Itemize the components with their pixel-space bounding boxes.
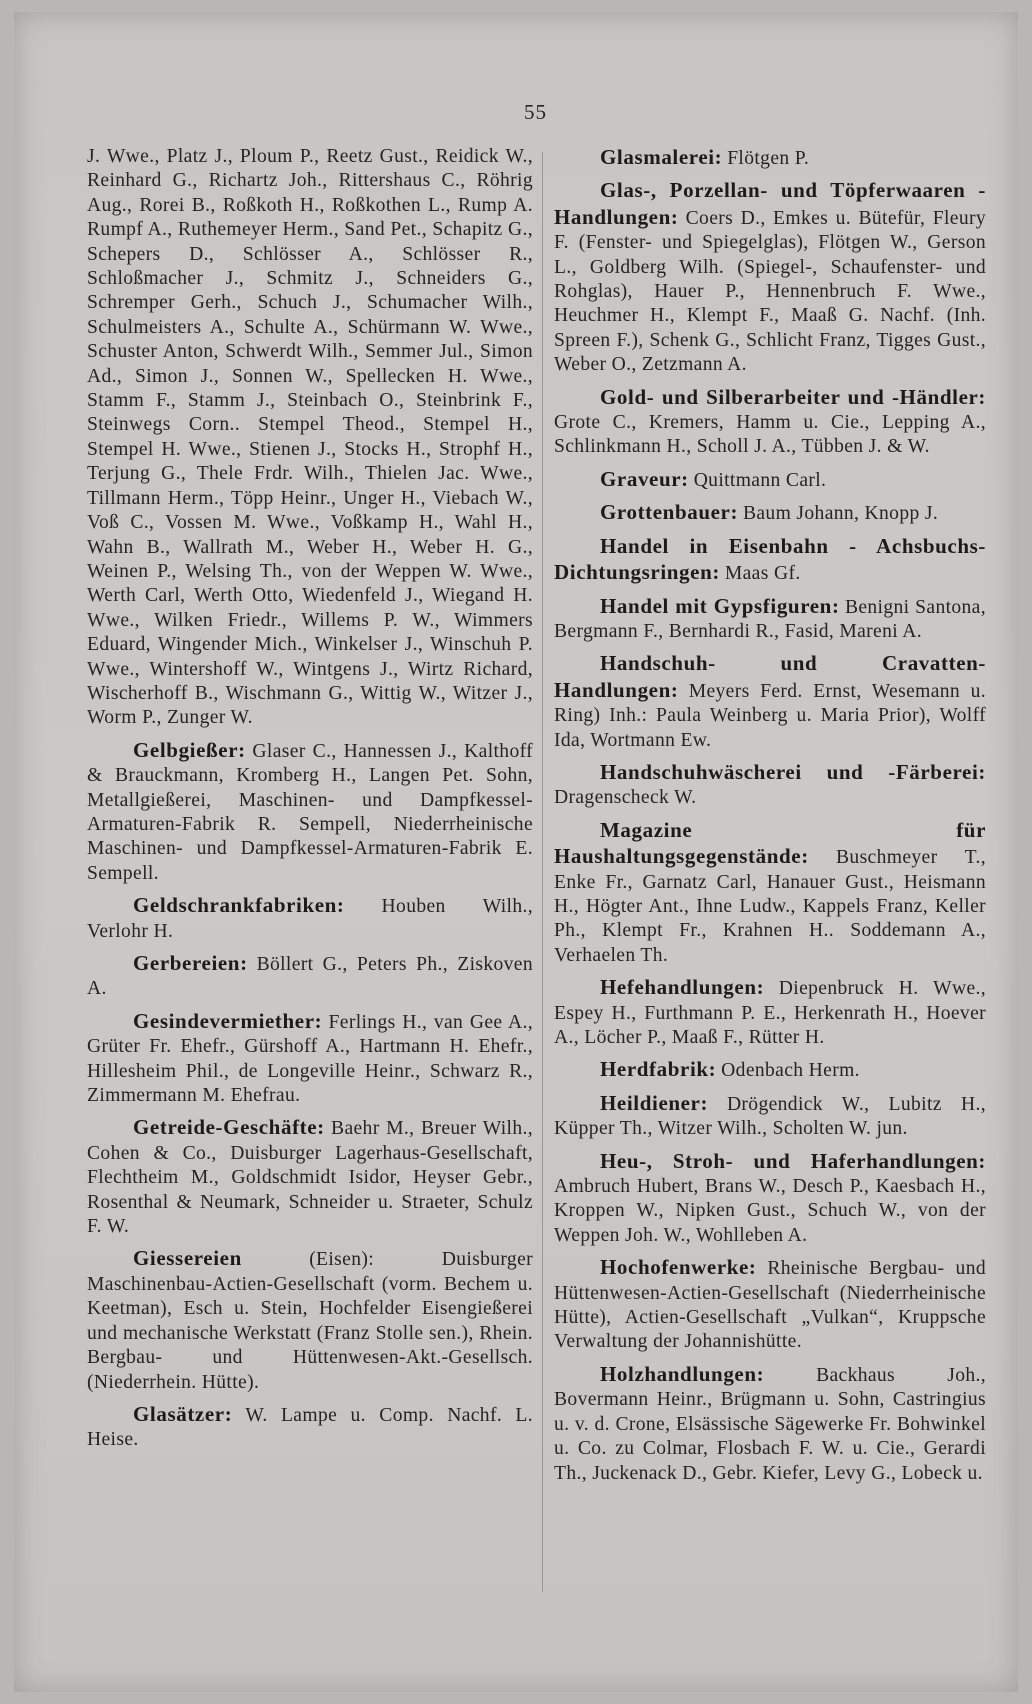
left-column: [87, 145, 533, 1460]
category-heading: Glas-, Porzellan- und Töpferwaaren - Handlungen:: [554, 178, 986, 229]
category-heading: Handel mit Gypsfiguren:: [600, 593, 840, 618]
directory-entry: [87, 1402, 533, 1453]
category-heading: Gesindevermiether:: [133, 1008, 323, 1033]
column-divider: [542, 152, 543, 1592]
directory-page: [14, 12, 1018, 1692]
entry-names: Backhaus Joh., Bovermann Heinr., Brügmann u. Sohn, Castringius u. v. d. Crone, Elsässische Sägewerke Fr. Bohwinkel u. Co. zu Colmar, Flosbach F. W. u. Cie., Gerardi Th., Juckenack D., Gebr. Kiefer, Levy G., Lobeck u.: [554, 1364, 986, 1484]
category-heading: Handel in Eisenbahn - Achsbuchs-Dichtungsringen:: [554, 533, 986, 585]
directory-entry: [554, 818, 986, 968]
entry-names: Houben Wilh., Verlohr H.: [87, 896, 533, 942]
category-heading: Glasmalerei:: [600, 145, 723, 169]
directory-entry: [554, 1057, 986, 1083]
entry-names: Böllert G., Peters Ph., Ziskoven A.: [87, 954, 533, 1000]
directory-entry: [554, 145, 986, 171]
category-heading: Heu-, Stroh- und Haferhandlungen:: [600, 1148, 986, 1173]
directory-entry: [87, 738, 533, 886]
entry-names: W. Lampe u. Comp. Nachf. L. Heise.: [87, 1404, 534, 1451]
entry-names: Odenbach Herm.: [721, 1060, 860, 1082]
entry-names: Flötgen P.: [727, 148, 810, 169]
directory-entry: [554, 1362, 986, 1486]
entry-names: Grote C., Kremers, Hamm u. Cie., Lepping A., Schlinkmann H., Scholl J. A., Tübben J. & W.: [554, 412, 986, 458]
directory-entry: [554, 500, 986, 526]
entry-names: Quittmann Carl.: [693, 469, 827, 491]
entry-names: Glaser C., Hannessen J., Kalthoff & Brauckmann, Kromberg H., Langen Pet. Sohn, Metallgießerei, Maschinen- und Dampfkessel-Armaturen-Fabrik R. Sempell, Niederrheinische Maschinen- und Dampfkessel-Armaturen-Fabrik E. Sempell.: [87, 740, 533, 884]
entry-names: J. Wwe., Platz J., Ploum P., Reetz Gust., Reidick W., Reinhard G., Richartz Joh., Rittershaus C., Röhrig Aug., Rorei B., Roßkoth H., Roßkothen L., Rump A. Rumpf A., Ruthemeyer Herm., Sand Pet., Schapitz G., Schepers D., Schlösser A., Schlösser R., Schloßmacher J., Schmitz J., Schneiders G., Schremper Gerh., Schuch J., Schumacher Wilh., Schulmeisters A., Schulte A., Schürmann W. Wwe., Schuster Anton, Schwerdt Wilh., Semmer Jul., Simon Ad., Simon J., Sonnen W., Spellecken H. Wwe., Stamm F., Stamm J., Steinbach O., Steinbrink F., Steinwegs Corn.. Stempel Theod., Stempel H., Stempel H. Wwe., Stienen J., Stocks H., Strophf H., Terjung G., Thele Frdr. Wilh., Thielen Jac. Wwe., Tillmann Herm., Töpp Heinr., Unger H., Viebach W., Voß C., Vossen M. Wwe., Voßkamp H., Wahl H., Wahn B., Wallrath M., Weber H., Weber H. G., Weinen P., Welsing Th., von der Weppen W. Wwe., Werth Carl, Werth Otto, Wiedenfeld J., Wiegand H. Wwe., Wilken Friedr., Willems P. W., Wimmers Eduard, Wingender Mich., Winkelser J., Winschuh P. Wwe., Wintershoff W., Wintgens J., Wirtz Richard, Wischerhoff B., Wischmann G., Wittig W., Witzer J., Worm P., Zunger W.: [87, 146, 533, 729]
category-heading: Hochofenwerke:: [600, 1255, 757, 1280]
category-heading: Holzhandlungen:: [600, 1361, 765, 1386]
category-heading: Handschuhwäscherei und -Färberei:: [600, 759, 986, 784]
entry-names: Buschmeyer T., Enke Fr., Garnatz Carl, Hanauer Gust., Heismann H., Högter Ant., Ihne Ludw., Kappels Franz, Keller Ph., Klempt Fr., Krahnen H.. Soddemann A., Verhaelen Th.: [554, 847, 986, 966]
category-heading: Handschuh- und Cravatten-Handlungen:: [554, 651, 986, 702]
directory-entry: [87, 145, 533, 731]
directory-entry: [87, 951, 533, 1002]
entry-names: Meyers Ferd. Ernst, Wesemann u. Ring) Inh.: Paula Weinberg u. Maria Prior), Wolff Ida, Wortmann Ew.: [554, 680, 986, 751]
directory-entry: [87, 893, 533, 944]
category-heading: Graveur:: [600, 466, 689, 491]
entry-names: Dragenscheck W.: [554, 787, 697, 809]
category-heading: Getreide-Geschäfte:: [133, 1115, 325, 1140]
page-number: 55: [524, 100, 547, 124]
category-heading: Giessereien: [133, 1246, 242, 1271]
directory-entry: [554, 534, 986, 587]
entry-names: Ferlings H., van Gee A., Grüter Fr. Ehefr., Gürshoff A., Hartmann H. Ehefr., Hillesheim Phil., de Longeville Heinr., Schwarz R., Zimmermann M. Ehefrau.: [87, 1011, 533, 1107]
directory-entry: [554, 1255, 986, 1355]
directory-entry: [87, 1115, 533, 1239]
category-heading: Gerbereien:: [133, 951, 248, 975]
entry-names: Diepenbruck H. Wwe., Espey H., Furthmann P. E., Herkenrath H., Hoever A., Löcher P., Maaß F., Rütter H.: [554, 978, 986, 1048]
directory-entry: [554, 594, 986, 645]
entry-names: Benigni Santona, Bergmann F., Bernhardi R., Fasid, Mareni A.: [554, 596, 986, 642]
entry-names: (Eisen): Duisburger Maschinenbau-Actien-Gesellschaft (vorm. Bechem u. Keetman), Esch u. Stein, Hochfelder Eisengießerei und mechanische Werkstatt (Franz Stolle sen.), Rhein. Bergbau- und Hüttenwesen-Akt.-Gesellsch. (Niederrhein. Hütte).: [87, 1249, 533, 1393]
directory-entry: [554, 467, 986, 493]
category-heading: Herdfabrik:: [600, 1057, 717, 1082]
category-heading: Hefehandlungen:: [600, 975, 765, 1000]
category-heading: Geldschrankfabriken:: [133, 893, 345, 918]
right-column: [554, 145, 986, 1493]
category-heading: Gelbgießer:: [133, 737, 246, 762]
category-heading: Heildiener:: [600, 1090, 709, 1115]
directory-entry: [87, 1246, 533, 1394]
directory-entry: [554, 760, 986, 811]
entry-names: Drögendick W., Lubitz H., Küpper Th., Witzer Wilh., Scholten W. jun.: [554, 1093, 986, 1140]
directory-entry: [554, 178, 986, 377]
category-heading: Grottenbauer:: [600, 500, 739, 525]
category-heading: Magazine für Haushaltungsgegenstände:: [554, 817, 986, 869]
directory-entry: [554, 975, 986, 1050]
category-heading: Gold- und Silberarbeiter und -Händler:: [600, 384, 986, 409]
directory-entry: [554, 651, 986, 753]
entry-names: Rheinische Bergbau- und Hüttenwesen-Actien-Gesellschaft (Niederrheinische Hütte), Actien-Gesellschaft „Vulkan“, Kruppsche Verwaltung der Johannishütte.: [554, 1258, 986, 1353]
category-heading: Glasätzer:: [133, 1401, 233, 1426]
directory-entry: [554, 1149, 986, 1249]
entry-names: Baehr M., Breuer Wilh., Cohen & Co., Duisburger Lagerhaus-Gesellschaft, Flechtheim M., Goldschmidt Isidor, Heyser Gebr., Rosenthal & Neumark, Schneider u. Straeter, Schulz F. W.: [87, 1118, 533, 1238]
entry-names: Baum Johann, Knopp J.: [742, 503, 939, 525]
entry-names: Ambruch Hubert, Brans W., Desch P., Kaesbach H., Kroppen W., Nipken Gust., Schuch W., von der Weppen Joh. W., Wohlleben A.: [554, 1176, 986, 1246]
directory-entry: [554, 1091, 986, 1142]
directory-entry: [554, 385, 986, 460]
directory-entry: [87, 1009, 533, 1109]
entry-names: Maas Gf.: [724, 563, 801, 585]
entry-names: Coers D., Emkes u. Bütefür, Fleury F. (Fenster- und Spiegelglas), Flötgen W., Gerson L., Goldberg Wilh. (Spiegel-, Schaufenster- und Rohglas), Hauer P., Hennenbruch F. Wwe., Heuchmer H., Klempt F., Maaß G. Nachf. (Inh. Spreen F.), Schenk G., Schlicht Franz, Tigges Gust., Weber O., Zetzmann A.: [554, 207, 986, 376]
